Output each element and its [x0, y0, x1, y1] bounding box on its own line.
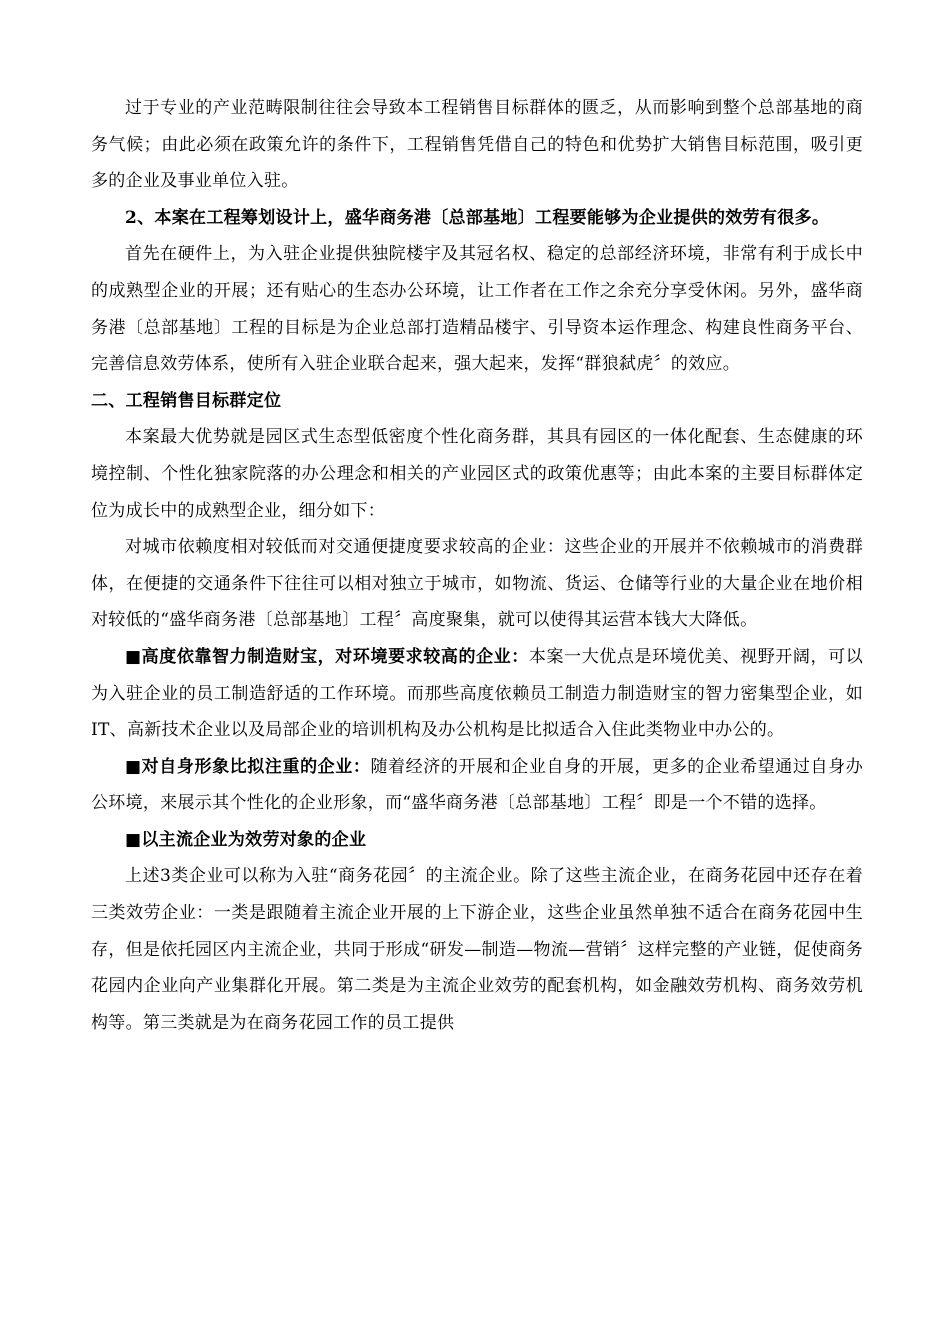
- paragraph-service-enterprises: [91, 822, 863, 859]
- paragraph-hardware: 首先在硬件上，为入驻企业提供独院楼宇及其冠名权、稳定的总部经济环境，非常有利于成长中的成熟型企业的开展；还有贴心的生态办公环境，让工作者在工作之余充分享受休闲。另外，盛华商务港〔总部基地〕工程的目标是为企业总部打造精品楼宇、引导资本运作理念、构建良性商务平台、完善信息效劳体系，使所有入驻企业联合起来，强大起来，发挥“群狼弑虎〞的效应。: [91, 244, 863, 375]
- paragraph-mainstream: 上述3类企业可以称为入驻“商务花园〞的主流企业。除了这些主流企业，在商务花园中还存在着三类效劳企业：一类是跟随着主流企业开展的上下游企业，这些企业虽然单独不适合在商务花园中生存，但是依托园区内主流企业，共同于形成“研发—制造—物流—营销〞这样完整的产业链，促使商务花园内企业向产业集群化开展。第二类是为主流企业效劳的配套机构，如金融效劳机构、商务效劳机构等。第三类就是为在商务花园工作的员工提供: [91, 866, 863, 1033]
- paragraph-target-group: 本案最大优势就是园区式生态型低密度个性化商务群，其具有园区的一体化配套、生态健康的环境控制、个性化独家院落的办公理念和相关的产业园区式的政策优惠等；由此本案的主要目标群体定位为成长中的成熟型企业，细分如下：: [91, 427, 863, 521]
- section-heading: 二、工程销售目标群定位: [91, 390, 282, 411]
- bullet-text: 本案一大优点是环境优美、视野开阔，可以为入驻企业的员工制造舒适的工作环境。而那些高度依赖员工制造力制造财宝的智力密集型企业，如IT、高新技术企业以及局部企业的培训机构及办公机构是比拟适合入住此类物业中办公的。: [91, 646, 864, 741]
- document-body: [91, 90, 863, 1041]
- paragraph-traffic-enterprises: 对城市依赖度相对较低而对交通便捷度要求较高的企业：这些企业的开展并不依赖城市的消费群体，在便捷的交通条件下往往可以相对独立于城市，如物流、货运、仓储等行业的大量企业在地价相对较低的“盛华商务港〔总部基地〕工程〞高度聚集，就可以使得其运营本钱大大降低。: [91, 537, 863, 631]
- paragraph-product-scope: 过于专业的产业范畴限制往往会导致本工程销售目标群体的匮乏，从而影响到整个总部基地的商务气候；由此必须在政策允许的条件下，工程销售凭借自己的特色和优势扩大销售目标范围，吸引更多的企业及事业单位入驻。: [91, 98, 863, 192]
- paragraph-service-heading: 2、本案在工程筹划设计上，盛华商务港〔总部基地〕工程要能够为企业提供的效劳有很多。: [125, 207, 830, 228]
- bullet-lead: ■以主流企业为效劳对象的企业: [125, 829, 367, 850]
- bullet-lead: ■对自身形象比拟注重的企业：: [125, 756, 371, 777]
- paragraph-image-enterprises: [91, 749, 863, 822]
- bullet-text: 随着经济的开展和企业自身的开展，更多的企业希望通过自身办公环境，来展示其个性化的企业形象，而“盛华商务港〔总部基地〕工程〞即是一个不错的选择。: [91, 756, 864, 814]
- paragraph-intellect-enterprises: [91, 639, 863, 749]
- bullet-lead: ■高度依靠智力制造财宝，对环境要求较高的企业：: [125, 646, 529, 667]
